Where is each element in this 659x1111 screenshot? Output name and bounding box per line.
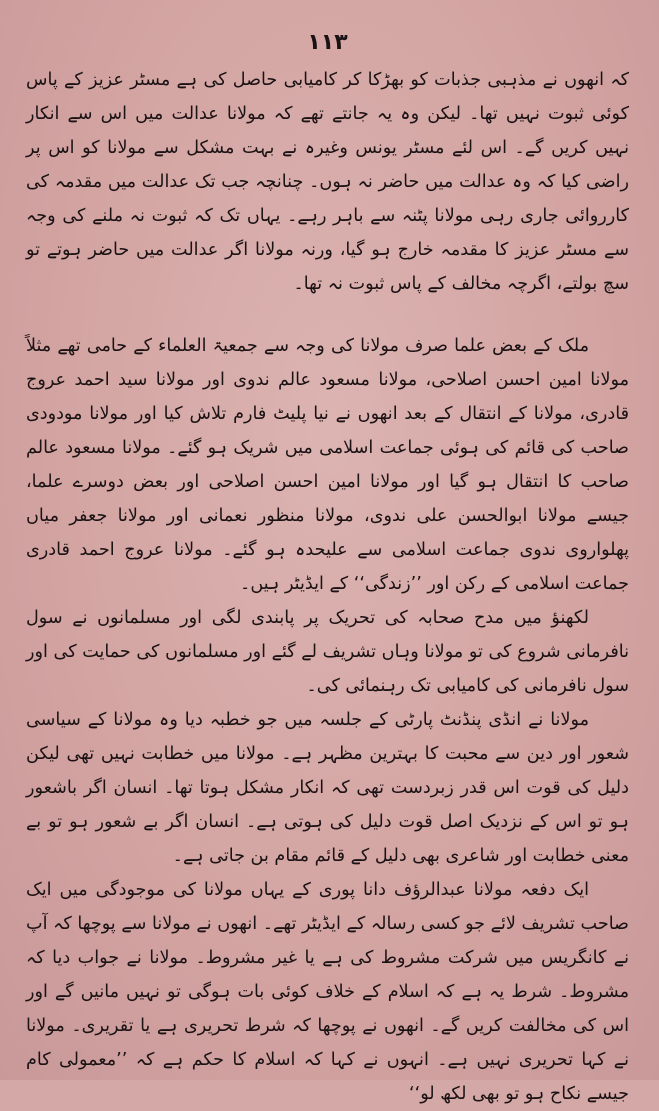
paragraph-text: کہ انھوں نے مذہبی جذبات کو بھڑکا کر کامیابی حاصل کی ہے مسٹر عزیز کے پاس کوئی ثبوت نہیں تھا۔ لیکن وہ یہ جانتے تھے کہ مولانا عدالت میں اس سے انکار نہیں کریں گے۔ اس لئے مسٹر یونس وغیرہ نے بہت مشکل سے مولانا کو اس پر راضی کیا کہ وہ عدالت میں حاضر نہ ہوں۔ چنانچہ جب تک عدالت میں مقدمہ کی کارروائی جاری رہی مولانا پٹنہ سے باہر رہے۔ یہاں تک کہ ثبوت نہ ملنے کی وجہ سے مسٹر عزیز کا مقدمہ خارج ہو گیا، ورنہ مولانا اگر عدالت میں حاضر ہوتے تو سچ بولتے، اگرچہ مخالف کے پاس ثبوت نہ تھا۔ (26, 70, 629, 294)
paragraph-text: ایک دفعہ مولانا عبدالرؤف دانا پوری کے یہاں مولانا کی موجودگی میں ایک صاحب تشریف لائے جو کسی رسالہ کے ایڈیٹر تھے۔ انھوں نے مولانا سے پوچھا کہ آپ نے کانگریس میں شرکت مشروط کی ہے یا غیر مشروط۔ مولانا نے جواب دیا کہ مشروط۔ شرط یہ ہے کہ اسلام کے خلاف کوئی بات ہوگی تو نہیں مانیں گے اور اس کی مخالفت کریں گے۔ انھوں نے پوچھا کہ شرط تحریری ہے یا تقریری۔ مولانا نے کہا تحریری نہیں ہے۔ انہوں نے کہا کہ اسلام کا حکم ہے کہ ’’معمولی کام جیسے نکاح ہو تو بھی لکھ لو‘‘ (26, 880, 629, 1104)
paragraph (26, 601, 629, 703)
page-number: ۱۱۳ (307, 30, 348, 55)
body-text (26, 63, 629, 1111)
paragraph-text: ملک کے بعض علما صرف مولانا کی وجہ سے جمعیۃ العلماء کے حامی تھے مثلاً مولانا امین احسن اصلاحی، مولانا مسعود عالم ندوی اور مولانا سید احمد عروج قادری، مولانا کے انتقال کے بعد انھوں نے نیا پلیٹ فارم تلاش کیا اور مولانا مودودی صاحب کی قائم کی ہوئی جماعت اسلامی میں شریک ہو گئے۔ مولانا مسعود عالم صاحب کا انتقال ہو گیا اور مولانا امین احسن اصلاحی اور بعض دوسرے علما، جیسے مولانا ابوالحسن علی ندوی، مولانا منظور نعمانی اور مولانا جعفر میاں پھلواروی ندوی جماعت اسلامی سے علیحدہ ہو گئے۔ مولانا عروج احمد قادری جماعت اسلامی کے رکن اور ’’زندگی‘‘ کے ایڈیٹر ہیں۔ (26, 336, 629, 594)
paragraph (26, 703, 629, 873)
paragraph (26, 873, 629, 1111)
paragraph (26, 329, 629, 601)
paragraph-text: لکھنؤ میں مدح صحابہ کی تحریک پر پابندی لگی اور مسلمانوں نے سول نافرمانی شروع کی تو مولانا وہاں تشریف لے گئے اور مسلمانوں کی حمایت کی اور سول نافرمانی کی کامیابی تک رہنمائی کی۔ (26, 608, 629, 696)
paragraph (26, 63, 629, 301)
paragraph-text: مولانا نے انڈی پنڈنٹ پارٹی کے جلسہ میں جو خطبہ دیا وہ مولانا کے سیاسی شعور اور دین سے محبت کا بہترین مظہر ہے۔ مولانا میں خطابت نہیں تھی لیکن دلیل کی قوت اس قدر زبردست تھی کہ انکار مشکل ہوتا تھا۔ انسان اگر باشعور ہو تو اس کے نزدیک اصل قوت دلیل کی ہوتی ہے۔ انسان اگر بے شعور ہو تو بے معنی خطابت اور شاعری بھی دلیل کے قائم مقام بن جاتی ہے۔ (26, 710, 629, 866)
